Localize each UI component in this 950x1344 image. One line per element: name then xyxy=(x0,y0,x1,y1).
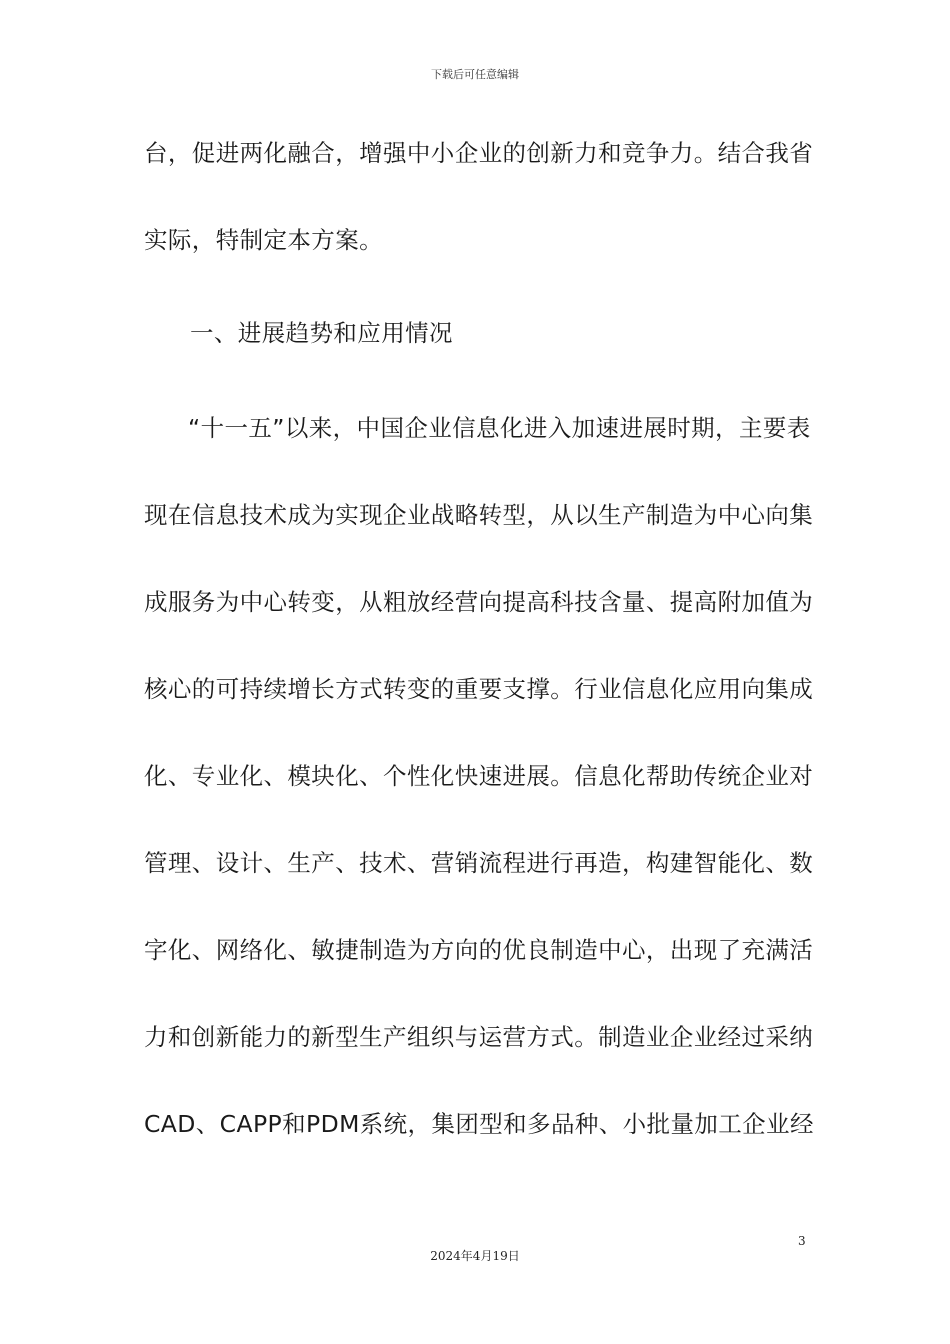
text-line: 力和创新能力的新型生产组织与运营方式。制造业企业经过采纳 xyxy=(144,1023,814,1051)
text-line: 化、专业化、模块化、个性化快速进展。信息化帮助传统企业对 xyxy=(144,762,814,790)
page-number: 3 xyxy=(798,1234,806,1248)
text-line: 现在信息技术成为实现企业战略转型，从以生产制造为中心向集 xyxy=(144,501,814,529)
text-line: 成服务为中心转变，从粗放经营向提高科技含量、提高附加值为 xyxy=(144,588,814,616)
text-line: 核心的可持续增长方式转变的重要支撑。行业信息化应用向集成 xyxy=(144,675,814,703)
section-heading: 一、进展趋势和应用情况 xyxy=(190,319,453,347)
text-line: 台，促进两化融合，增强中小企业的创新力和竞争力。结合我省 xyxy=(144,139,814,167)
text-line: 实际，特制定本方案。 xyxy=(144,226,383,254)
footer-date: 2024年4月19日 xyxy=(430,1249,520,1263)
text-line: CAD、CAPP和PDM系统，集团型和多品种、小批量加工企业经 xyxy=(144,1110,814,1138)
text-line: “十一五”以来，中国企业信息化进入加速进展时期，主要表 xyxy=(188,414,811,442)
text-line: 字化、网络化、敏捷制造为方向的优良制造中心，出现了充满活 xyxy=(144,936,814,964)
page-header: 下载后可任意编辑 xyxy=(431,68,519,81)
text-line: 管理、设计、生产、技术、营销流程进行再造，构建智能化、数 xyxy=(144,849,814,877)
